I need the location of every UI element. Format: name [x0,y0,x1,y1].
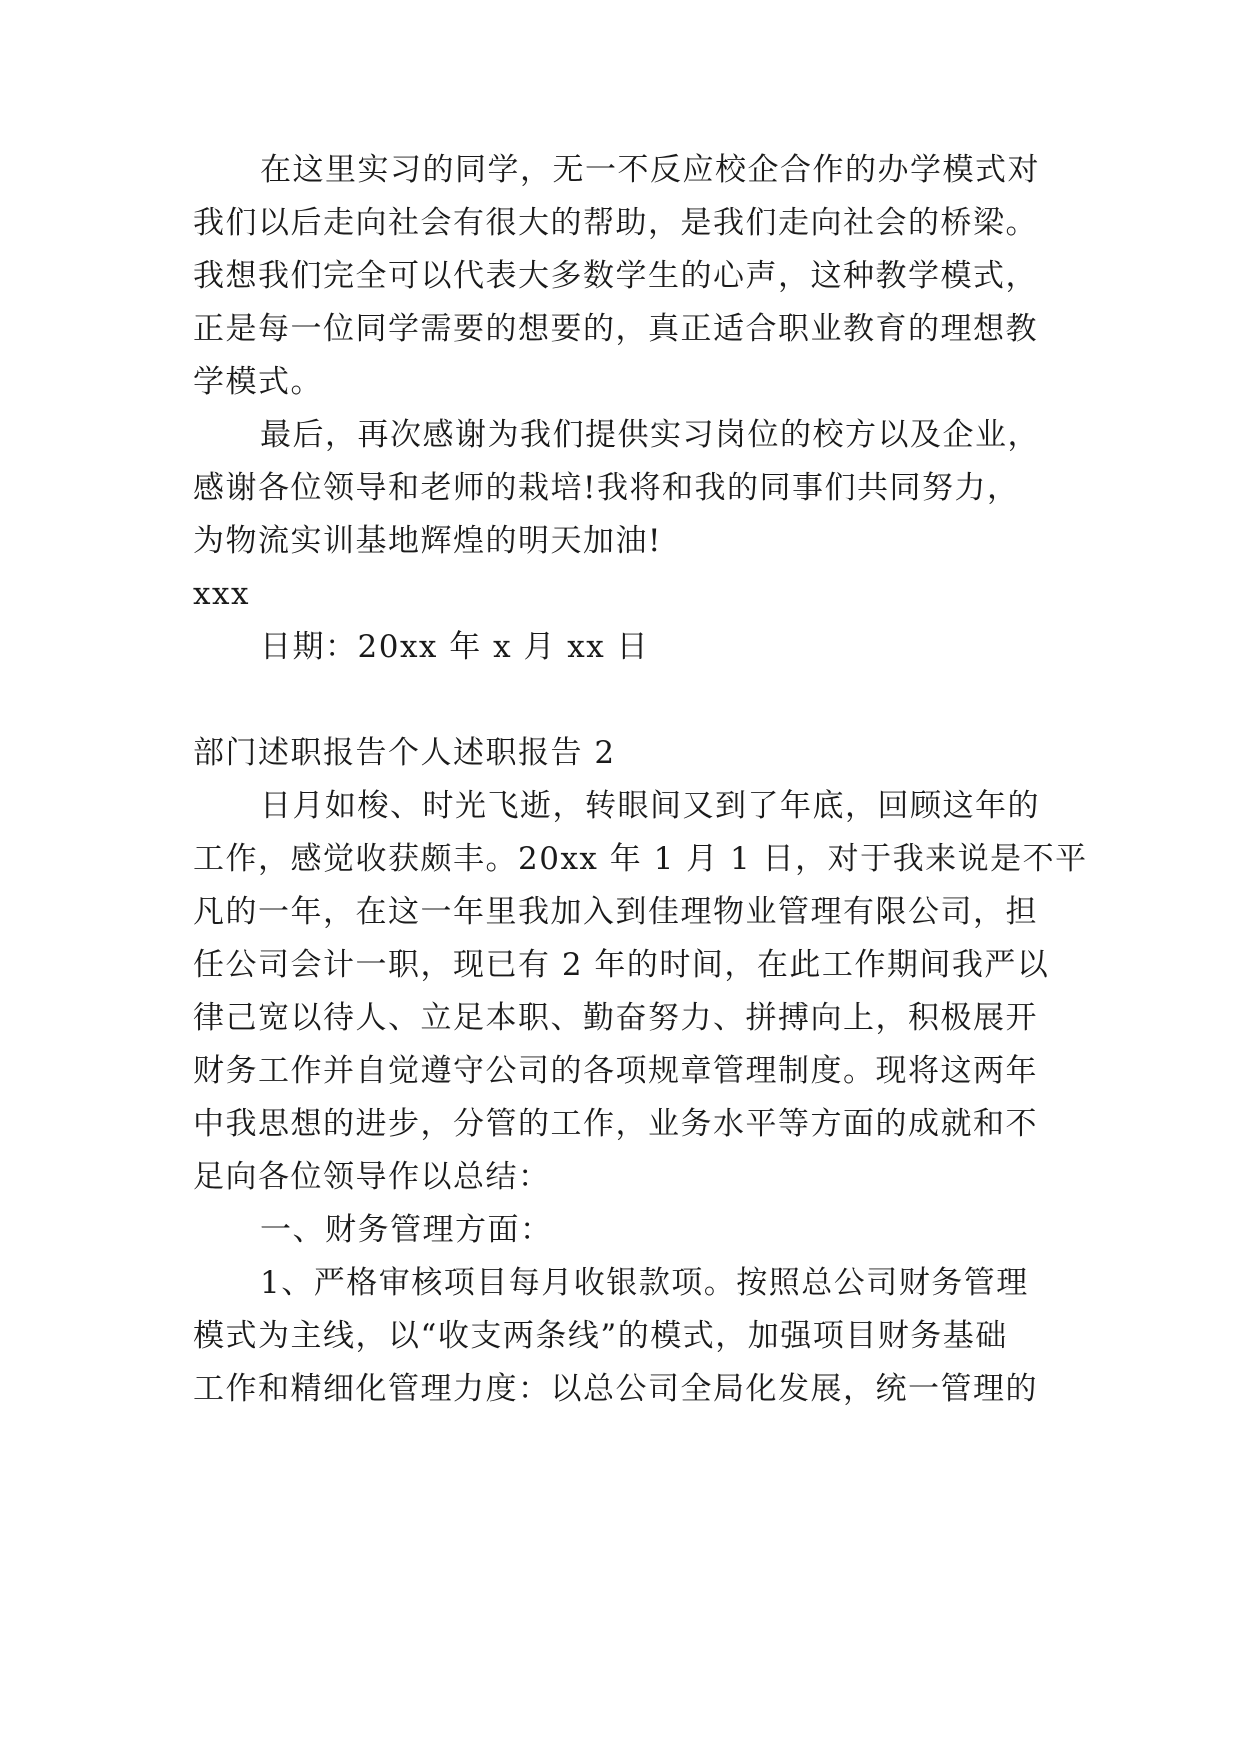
paragraph-line: 足向各位领导作以总结： [193,1159,551,1195]
paragraph-line: 工作和精细化管理力度：以总公司全局化发展，统一管理的 [193,1371,1038,1407]
paragraph-line: 我想我们完全可以代表大多数学生的心声，这种教学模式， [193,258,1038,294]
paragraph-line: 1、严格审核项目每月收银款项。按照总公司财务管理 [260,1265,1029,1301]
paragraph-line: 我们以后走向社会有很大的帮助，是我们走向社会的桥梁。 [193,205,1038,241]
paragraph-line: 感谢各位领导和老师的栽培!我将和我的同事们共同努力， [193,470,1020,506]
date-line: 日期：20xx 年 x 月 xx 日 [260,629,650,665]
paragraph-line: 日月如梭、时光飞逝，转眼间又到了年底，回顾这年的 [260,788,1040,824]
paragraph-line: 工作，感觉收获颇丰。20xx 年 1 月 1 日，对于我来说是不平 [193,841,1088,877]
paragraph-line: 财务工作并自觉遵守公司的各项规章管理制度。现将这两年 [193,1053,1038,1089]
paragraph-line: 学模式。 [193,364,323,400]
paragraph-line: 任公司会计一职，现已有 2 年的时间，在此工作期间我严以 [193,947,1050,983]
paragraph-line: 最后，再次感谢为我们提供实习岗位的校方以及企业， [260,417,1040,453]
paragraph-line: 模式为主线，以“收支两条线”的模式，加强项目财务基础 [193,1318,1008,1354]
subsection-heading: 一、财务管理方面： [260,1212,553,1248]
paragraph-line: 凡的一年，在这一年里我加入到佳理物业管理有限公司，担 [193,894,1038,930]
paragraph-line: 律己宽以待人、立足本职、勤奋努力、拼搏向上，积极展开 [193,1000,1038,1036]
paragraph-line: 正是每一位同学需要的想要的，真正适合职业教育的理想教 [193,311,1038,347]
paragraph-line: 在这里实习的同学，无一不反应校企合作的办学模式对 [260,152,1040,188]
paragraph-line: 为物流实训基地辉煌的明天加油! [193,523,662,559]
section-title: 部门述职报告个人述职报告 2 [193,735,616,771]
signature-name: xxx [193,576,250,612]
paragraph-line: 中我思想的进步，分管的工作，业务水平等方面的成就和不 [193,1106,1038,1142]
